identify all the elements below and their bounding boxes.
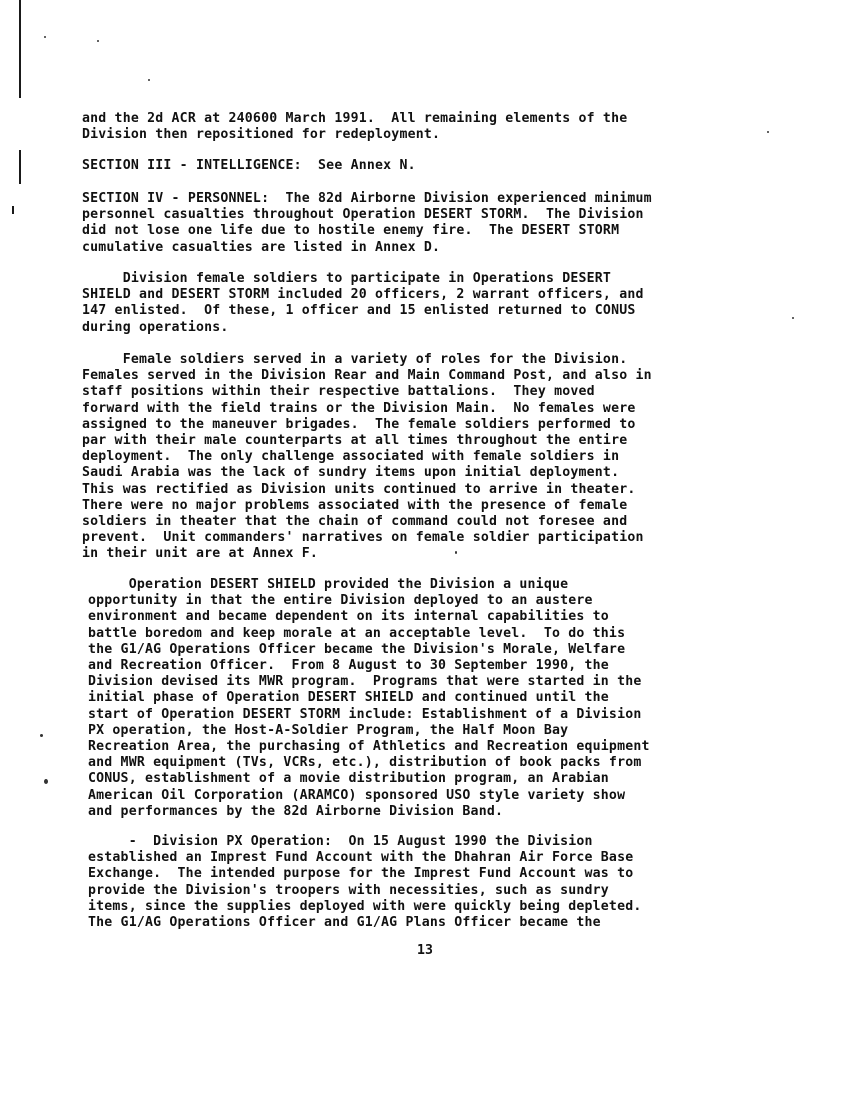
paragraph-personnel: SECTION IV - PERSONNEL: The 82d Airborne Division experienced minimum personnel casualties throughout Operation DESERT STORM. The Division did not lose one life due to hostile enemy fire. The DESERT STORM cumulative casualties are listed in Annex D. <box>82 191 652 255</box>
scan-speck <box>148 79 150 81</box>
paragraph-division-px-operation: - Division PX Operation: On 15 August 1990 the Division established an Imprest Fund Account with the Dhahran Air Force Base Exchange. The intended purpose for the Imprest Fund Account was to provide the Division's troopers with necessities, such as sundry items, since the supplies deployed with were quickly being depleted. The G1/AG Operations Officer and G1/AG Plans Officer became the <box>88 834 642 931</box>
scan-margin-mark <box>12 206 14 214</box>
paragraph-redeployment: and the 2d ACR at 240600 March 1991. All remaining elements of the Division then repositioned for redeployment. <box>82 111 628 143</box>
scan-speck <box>44 779 48 784</box>
paragraph-mwr-program: Operation DESERT SHIELD provided the Division a unique opportunity in that the entire Division deployed to an austere environment and became dependent on its internal capabilities to battle boredom and keep morale at an acceptable level. To do this the G1/AG Operations Officer became the Division's Morale, Welfare and Recreation Officer. From 8 August to 30 September 1990, the Division devised its MWR program. Programs that were started in the initial phase of Operation DESERT SHIELD and continued until the start of Operation DESERT STORM include: Establishment of a Division PX operation, the Host-A-Soldier Program, the Half Moon Bay Recreation Area, the purchasing of Athletics and Recreation equipment and MWR equipment (TVs, VCRs, etc.), distribution of book packs from CONUS, establishment of a movie distribution program, an Arabian American Oil Corporation (ARAMCO) sponsored USO style variety show and performances by the 82d Airborne Division Band. <box>88 577 650 819</box>
scan-margin-line <box>19 0 21 98</box>
page-number: 13 <box>417 943 433 958</box>
scan-speck <box>792 317 794 319</box>
scan-speck <box>44 36 46 38</box>
section-heading-intelligence: SECTION III - INTELLIGENCE: See Annex N. <box>82 158 416 173</box>
scan-speck <box>40 734 43 737</box>
scan-margin-line <box>19 150 21 184</box>
scan-speck <box>97 40 99 42</box>
paragraph-female-soldiers-roles: Female soldiers served in a variety of roles for the Division. Females served in the Division Rear and Main Command Post, and also in staff positions within their respective battalions. They moved forward with the field trains or the Division Main. No females were assigned to the maneuver brigades. The female soldiers performed to par with their male counterparts at all times throughout the entire deployment. The only challenge associated with female soldiers in Saudi Arabia was the lack of sundry items upon initial deployment. This was rectified as Division units continued to arrive in theater. There were no major problems associated with the presence of female soldiers in theater that the chain of command could not foresee and prevent. Unit commanders' narratives on female soldier participation in their unit are at Annex F. <box>82 352 652 562</box>
paragraph-female-soldiers-count: Division female soldiers to participate in Operations DESERT SHIELD and DESERT STORM included 20 officers, 2 warrant officers, and 147 enlisted. Of these, 1 officer and 15 enlisted returned to CONUS during operations. <box>82 271 644 335</box>
scan-speck <box>767 131 769 133</box>
